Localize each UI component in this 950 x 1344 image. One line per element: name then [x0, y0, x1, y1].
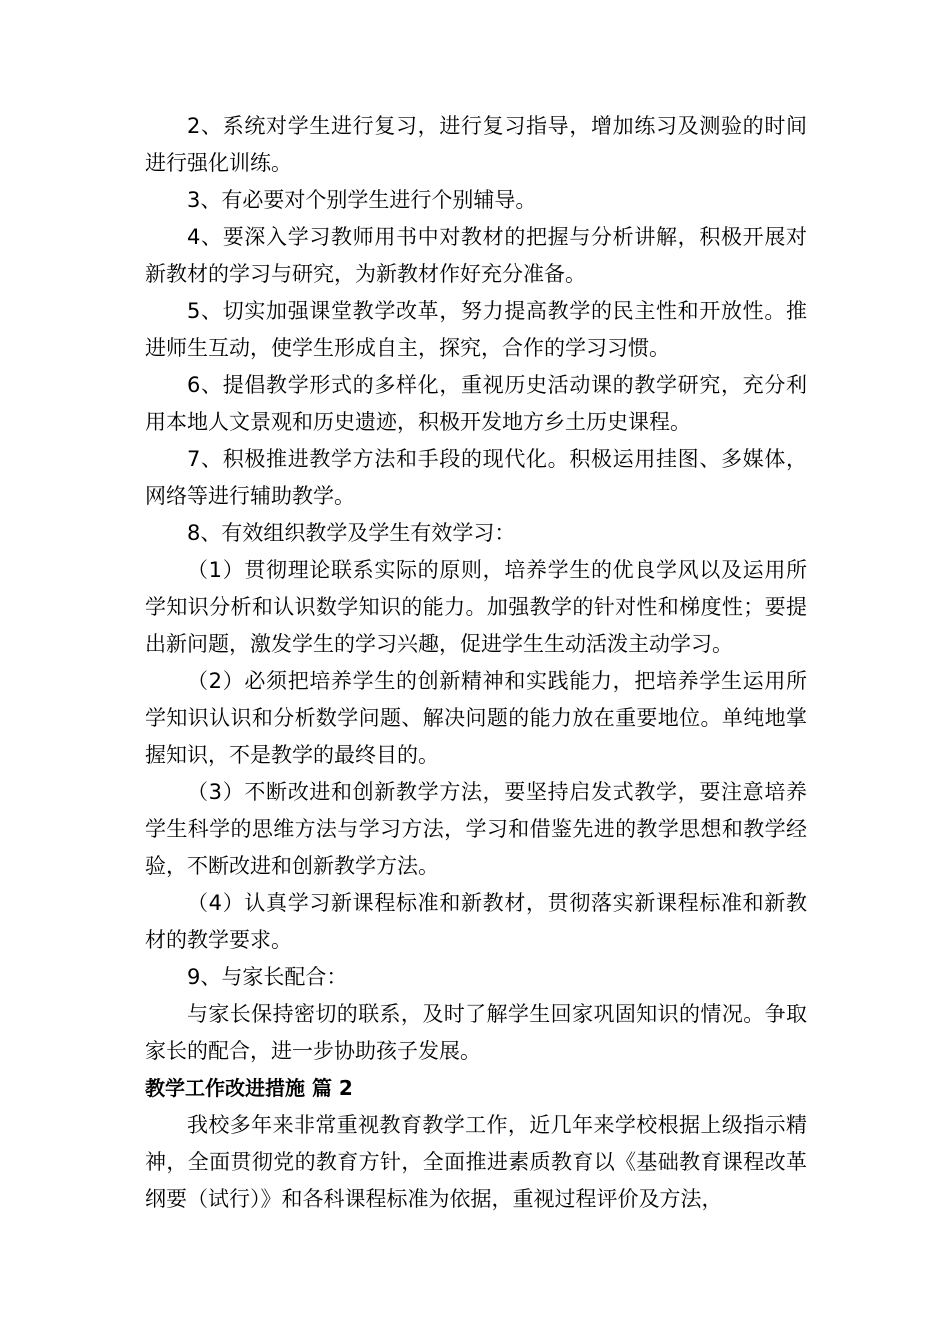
paragraph-subitem-2: （2）必须把培养学生的创新精神和实践能力，把培养学生运用所学知识认识和分析数学问题、解决问题的能力放在重要地位。单纯地掌握知识，不是教学的最终目的。 [145, 669, 807, 767]
paragraph-item-9: 9、与家长配合： [187, 965, 348, 989]
paragraph-item-4: 4、要深入学习教师用书中对教材的把握与分析讲解，积极开展对新教材的学习与研究，为新教材作好充分准备。 [145, 225, 807, 286]
paragraph-subitem-3: （3）不断改进和创新教学方法，要坚持启发式教学，要注意培养学生科学的思维方法与学习方法，学习和借鉴先进的教学思想和教学经验，不断改进和创新教学方法。 [145, 780, 807, 878]
paragraph-parent-cooperation: 与家长保持密切的联系，及时了解学生回家巩固知识的情况。争取家长的配合，进一步协助孩子发展。 [145, 1002, 807, 1063]
paragraph-item-3: 3、有必要对个别学生进行个别辅导。 [187, 188, 537, 212]
document-body [145, 108, 807, 1218]
paragraph-item-6: 6、提倡教学形式的多样化，重视历史活动课的教学研究，充分利用本地人文景观和历史遗迹，积极开发地方乡土历史课程。 [145, 373, 807, 434]
paragraph-subitem-1: （1）贯彻理论联系实际的原则，培养学生的优良学风以及运用所学知识分析和认识数学知识的能力。加强教学的针对性和梯度性；要提出新问题，激发学生的学习兴趣，促进学生生动活泼主动学习。 [145, 558, 807, 656]
paragraph-item-8: 8、有效组织教学及学生有效学习： [187, 521, 516, 545]
paragraph-subitem-4: （4）认真学习新课程标准和新教材，贯彻落实新课程标准和新教材的教学要求。 [145, 891, 807, 952]
section-paragraph: 我校多年来非常重视教育教学工作，近几年来学校根据上级指示精神，全面贯彻党的教育方针，全面推进素质教育以《基础教育课程改革纲要（试行）》和各科课程标准为依据，重视过程评价及方法， [145, 1113, 807, 1211]
paragraph-item-2: 2、系统对学生进行复习，进行复习指导，增加练习及测验的时间进行强化训练。 [145, 114, 807, 175]
paragraph-item-7: 7、积极推进教学方法和手段的现代化。积极运用挂图、多媒体，网络等进行辅助教学。 [145, 447, 807, 508]
paragraph-item-5: 5、切实加强课堂教学改革，努力提高教学的民主性和开放性。推进师生互动，使学生形成自主，探究，合作的学习习惯。 [145, 299, 807, 360]
section-heading: 教学工作改进措施 篇 2 [145, 1076, 353, 1100]
